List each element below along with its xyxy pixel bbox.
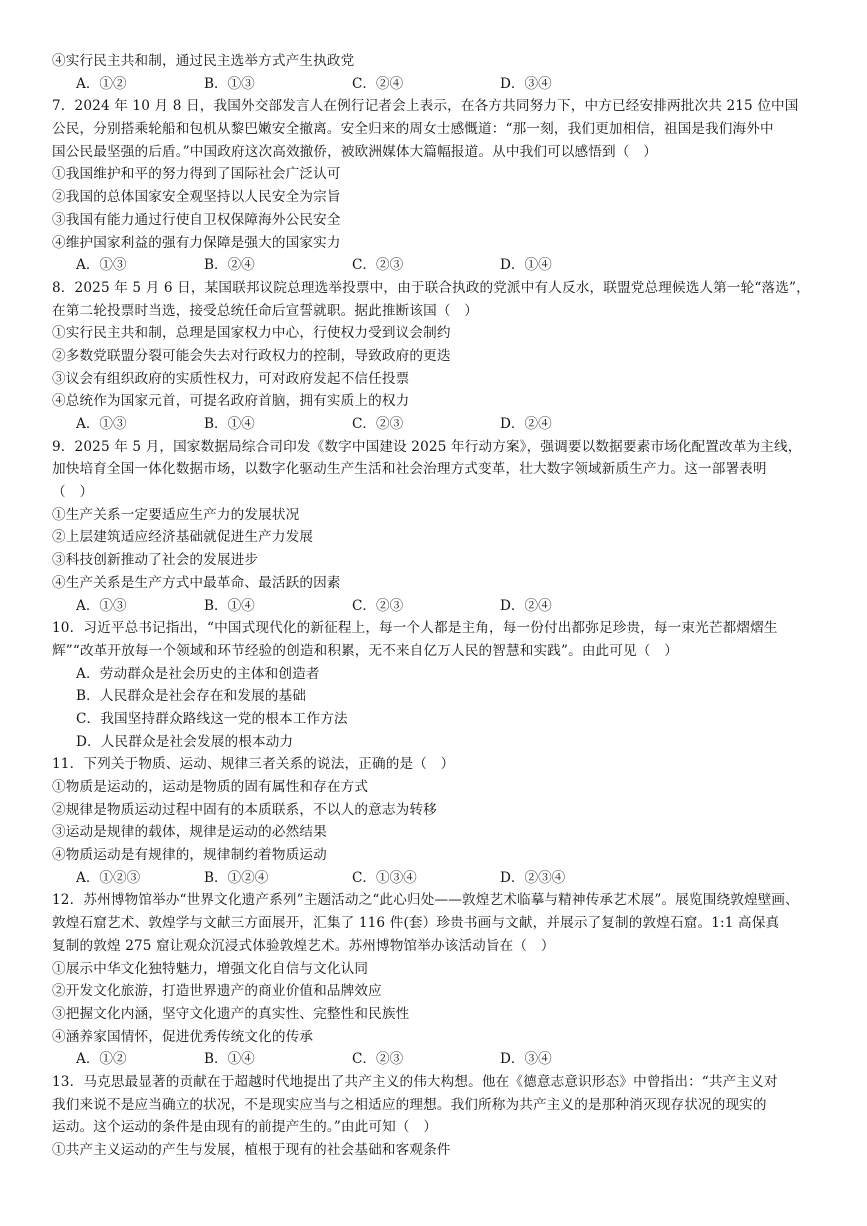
answer-option: A．①②③ [76,869,141,886]
answer-option: D．②③④ [500,869,566,886]
answer-options [52,595,831,618]
answer-option: D．③④ [500,1051,552,1068]
answer-option: D．①④ [500,257,552,274]
choice-option-line: B．人民群众是社会存在和发展的基础 [76,688,307,705]
question-text-line: 12．苏州博物馆举办“世界文化遗产系列”主题活动之“此心归处——敦煌艺术临摹与精神传承艺术展”。展览围绕敦煌壁画、 [52,892,799,909]
statement-line: ④实行民主共和制，通过民主选举方式产生执政党 [52,53,355,69]
answer-option: C．②④ [352,75,404,92]
statement-line: ①共产主义运动的产生与发展，植根于现有的社会基础和客观条件 [52,1142,451,1158]
statement-line: ①生产关系一定要适应生产力的发展状况 [52,506,300,523]
question-text-line: 7．2024 年 10 月 8 日，我国外交部发言人在例行记者会上表示，在各方共同努力下，中方已经安排两批次共 215 位中国 [52,98,799,115]
question-text-line: 复制的敦煌 275 窟让观众沉浸式体验敦煌艺术。苏州博物馆举办该活动旨在（ ） [52,937,555,954]
statement-line: ③科技创新推动了社会的发展进步 [52,552,259,569]
question-text-line: 运动。这个运动的条件是由现有的前提产生的。”由此可知（ ） [52,1119,438,1136]
answer-option: B．②④ [204,257,255,274]
statement-line: ④涵养家国情怀，促进优秀传统文化的传承 [52,1028,314,1045]
answer-option: A．①③ [76,257,127,274]
answer-option: A．①② [76,75,127,92]
choice-option-line: D．人民群众是社会发展的根本动力 [76,733,294,750]
answer-option: C．②③ [352,597,404,614]
question-text-line: 8．2025 年 5 月 6 日，某国联邦议院总理选举投票中，由于联合执政的党派中有人反水，联盟党总理候选人第一轮“落选”， [52,279,810,296]
answer-option: C．②③ [352,257,404,274]
statement-line: ②上层建筑适应经济基础就促进生产力发展 [52,529,314,546]
answer-option: B．①④ [204,416,255,432]
answer-options [52,254,831,277]
answer-option: D．③④ [500,75,552,92]
question-text-line: 11．下列关于物质、运动、规律三者关系的说法，正确的是（ ） [52,756,455,773]
answer-option: B．①④ [204,597,255,614]
question-text-line: 在第二轮投票时当选，接受总统任命后宣誓就职。据此推断该国（ ） [52,302,479,319]
question-text-line: （ ） [52,484,94,501]
statement-line: ①实行民主共和制，总理是国家权力中心，行使权力受到议会制约 [52,325,451,342]
question-text-line: 敦煌石窟艺术、敦煌学与文献三方面展开，汇集了 116 件(套）珍贵书画与文献，并展示了复制的敦煌石窟。1:1 高保真 [52,915,780,932]
answer-option: B．①④ [204,1051,255,1068]
statement-line: ①展示中华文化独特魅力，增强文化自信与文化认同 [52,960,369,977]
statement-line: ②我国的总体国家安全观坚持以人民安全为宗旨 [52,189,341,206]
statement-line: ③我国有能力通过行使自卫权保障海外公民安全 [52,211,341,228]
answer-option: C．①③④ [352,869,417,886]
question-text-line: 13．马克思最显著的贡献在于超越时代地提出了共产主义的伟大构想。他在《德意志意识形态》中曾指出：“共产主义对 [52,1073,778,1090]
answer-option: C．②③ [352,1051,404,1068]
statement-line: ③把握文化内涵，坚守文化遗产的真实性、完整性和民族性 [52,1005,410,1022]
answer-option: D．②④ [500,597,552,614]
answer-option: D．②④ [500,416,552,432]
choice-option-line: A．劳动群众是社会历史的主体和创造者 [76,665,320,682]
statement-line: ②多数党联盟分裂可能会失去对行政权力的控制，导致政府的更迭 [52,347,451,364]
answer-option: B．①③ [204,75,255,92]
answer-option: B．①②④ [204,869,269,886]
question-text-line: 10．习近平总书记指出，“中国式现代化的新征程上，每一个人都是主角，每一份付出都弥足珍贵，每一束光芒都熠熠生 [52,620,778,637]
question-text-line: 辉”“改革开放每一个领域和环节经验的创造和积累，无不来自亿万人民的智慧和实践”。由此可见（ ） [52,642,679,659]
statement-line: ④维护国家利益的强有力保障是强大的国家实力 [52,234,341,251]
answer-option: A．①③ [76,597,127,614]
question-text-line: 国公民最坚强的后盾。”中国政府这次高效撤侨，被欧洲媒体大篇幅报道。从中我们可以感悟到（ ） [52,143,658,160]
answer-option: A．①② [76,1051,127,1068]
answer-options [52,73,831,96]
question-text-line: 我们来说不是应当确立的状况，不是现实应当与之相适应的理想。我们所称为共产主义的是那种消灭现存状况的现实的 [52,1096,767,1113]
answer-option: A．①③ [76,416,127,432]
statement-line: ③议会有组织政府的实质性权力，可对政府发起不信任投票 [52,370,410,387]
statement-line: ③运动是规律的载体，规律是运动的必然结果 [52,824,327,841]
answer-options [52,867,831,890]
question-text-line: 加快培育全国一体化数据市场，以数字化驱动生产生活和社会治理方式变革，壮大数字领域新质生产力。这一部署表明 [52,461,767,478]
statement-line: ②规律是物质运动过程中固有的本质联系，不以人的意志为转移 [52,801,437,818]
statement-line: ④生产关系是生产方式中最革命、最活跃的因素 [52,574,341,591]
choice-option-line: C．我国坚持群众路线这一党的根本工作方法 [76,710,348,727]
statement-line: ①我国维护和平的努力得到了国际社会广泛认可 [52,166,341,183]
answer-options [52,1048,831,1071]
statement-line: ②开发文化旅游，打造世界遗产的商业价值和品牌效应 [52,983,382,1000]
statement-line: ④总统作为国家元首，可提名政府首脑，拥有实质上的权力 [52,393,410,410]
answer-option: C．②③ [352,416,404,432]
statement-line: ④物质运动是有规律的，规律制约着物质运动 [52,847,327,864]
question-text-line: 公民，分别搭乘轮船和包机从黎巴嫩安全撤离。安全归来的周女士感慨道：“那一刻，我们更加相信，祖国是我们海外中 [52,121,774,138]
statement-line: ①物质是运动的，运动是物质的固有属性和存在方式 [52,779,369,795]
answer-options [52,413,831,436]
question-text-line: 9．2025 年 5 月，国家数据局综合司印发《数字中国建设 2025 年行动方案》，强调要以数据要素市场化配置改革为主线， [52,438,802,455]
